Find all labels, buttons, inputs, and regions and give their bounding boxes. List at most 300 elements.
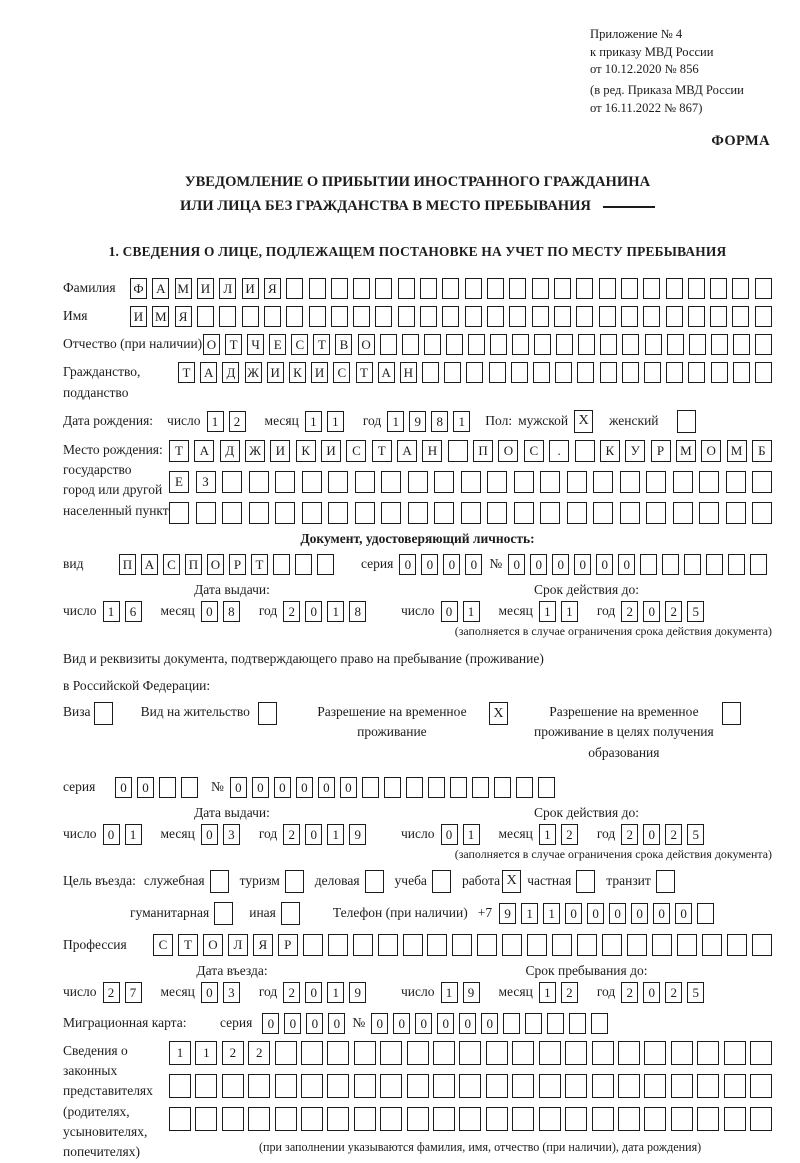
char-cell[interactable]: [490, 334, 507, 355]
char-cell[interactable]: Т: [178, 362, 195, 383]
char-cell[interactable]: [697, 1041, 719, 1065]
char-cell[interactable]: Е: [269, 334, 286, 355]
char-cell[interactable]: П: [185, 554, 202, 575]
char-cell[interactable]: [331, 278, 348, 299]
char-cell[interactable]: [197, 306, 214, 327]
char-cell[interactable]: [434, 502, 454, 524]
char-cell[interactable]: 0: [459, 1013, 476, 1034]
char-cell[interactable]: [398, 278, 415, 299]
char-cell[interactable]: [195, 1074, 217, 1098]
char-cell[interactable]: [248, 1074, 270, 1098]
purpose-other[interactable]: иная: [249, 902, 300, 925]
residence-permit-option[interactable]: Вид на жительство: [141, 702, 277, 725]
char-cell[interactable]: [750, 1074, 772, 1098]
char-cell[interactable]: [666, 306, 683, 327]
char-cell[interactable]: 0: [675, 903, 692, 924]
representatives-row2[interactable]: [169, 1074, 772, 1098]
char-cell[interactable]: М: [175, 278, 192, 299]
char-cell[interactable]: [666, 278, 683, 299]
char-cell[interactable]: [381, 471, 401, 493]
char-cell[interactable]: [565, 1107, 587, 1131]
char-cell[interactable]: [375, 306, 392, 327]
char-cell[interactable]: И: [267, 362, 284, 383]
char-cell[interactable]: [328, 934, 348, 956]
char-cell[interactable]: [444, 362, 461, 383]
char-cell[interactable]: [576, 870, 595, 893]
char-cell[interactable]: Т: [225, 334, 242, 355]
char-cell[interactable]: [378, 934, 398, 956]
char-cell[interactable]: [662, 554, 679, 575]
char-cell[interactable]: [599, 278, 616, 299]
stay-expiry-year[interactable]: [621, 824, 709, 845]
char-cell[interactable]: [677, 410, 696, 433]
char-cell[interactable]: 5: [687, 824, 704, 845]
char-cell[interactable]: [688, 362, 705, 383]
char-cell[interactable]: [540, 471, 560, 493]
char-cell[interactable]: 1: [327, 601, 344, 622]
char-cell[interactable]: К: [600, 440, 620, 462]
char-cell[interactable]: [711, 334, 728, 355]
char-cell[interactable]: 1: [521, 903, 538, 924]
char-cell[interactable]: X: [502, 870, 521, 893]
char-cell[interactable]: [750, 1041, 772, 1065]
char-cell[interactable]: [477, 934, 497, 956]
char-cell[interactable]: 8: [349, 601, 366, 622]
char-cell[interactable]: Д: [220, 440, 240, 462]
representatives-row1[interactable]: [169, 1041, 772, 1065]
char-cell[interactable]: 0: [631, 903, 648, 924]
char-cell[interactable]: К: [289, 362, 306, 383]
char-cell[interactable]: 0: [103, 824, 120, 845]
char-cell[interactable]: П: [119, 554, 136, 575]
char-cell[interactable]: У: [625, 440, 645, 462]
char-cell[interactable]: 2: [248, 1041, 270, 1065]
char-cell[interactable]: [487, 278, 504, 299]
char-cell[interactable]: 1: [453, 411, 470, 432]
char-cell[interactable]: [242, 306, 259, 327]
char-cell[interactable]: [622, 334, 639, 355]
char-cell[interactable]: А: [378, 362, 395, 383]
char-cell[interactable]: [486, 1041, 508, 1065]
char-cell[interactable]: Д: [222, 362, 239, 383]
char-cell[interactable]: [327, 1107, 349, 1131]
char-cell[interactable]: 0: [318, 777, 335, 798]
char-cell[interactable]: [697, 1074, 719, 1098]
char-cell[interactable]: 3: [223, 824, 240, 845]
char-cell[interactable]: 0: [305, 824, 322, 845]
char-cell[interactable]: [556, 334, 573, 355]
char-cell[interactable]: [408, 502, 428, 524]
birth-place-row3[interactable]: [169, 502, 772, 524]
char-cell[interactable]: А: [141, 554, 158, 575]
char-cell[interactable]: Н: [422, 440, 442, 462]
char-cell[interactable]: [169, 502, 189, 524]
representatives-row3[interactable]: [169, 1107, 772, 1131]
char-cell[interactable]: Т: [372, 440, 392, 462]
char-cell[interactable]: [432, 870, 451, 893]
purpose-business[interactable]: служебная: [144, 870, 229, 893]
char-cell[interactable]: 9: [409, 411, 426, 432]
char-cell[interactable]: [275, 471, 295, 493]
char-cell[interactable]: [593, 502, 613, 524]
char-cell[interactable]: [466, 362, 483, 383]
char-cell[interactable]: [195, 1107, 217, 1131]
char-cell[interactable]: [354, 1074, 376, 1098]
char-cell[interactable]: [512, 1041, 534, 1065]
char-cell[interactable]: [422, 362, 439, 383]
stay-issue-day[interactable]: [103, 824, 147, 845]
char-cell[interactable]: [532, 278, 549, 299]
citizenship-boxes[interactable]: [178, 362, 772, 383]
char-cell[interactable]: М: [727, 440, 747, 462]
char-cell[interactable]: М: [676, 440, 696, 462]
char-cell[interactable]: [428, 777, 445, 798]
char-cell[interactable]: [666, 362, 683, 383]
char-cell[interactable]: [554, 306, 571, 327]
char-cell[interactable]: [402, 334, 419, 355]
char-cell[interactable]: [726, 502, 746, 524]
char-cell[interactable]: [355, 502, 375, 524]
char-cell[interactable]: 1: [207, 411, 224, 432]
char-cell[interactable]: [448, 440, 468, 462]
char-cell[interactable]: Б: [752, 440, 772, 462]
char-cell[interactable]: [534, 334, 551, 355]
char-cell[interactable]: 0: [465, 554, 482, 575]
char-cell[interactable]: [486, 1074, 508, 1098]
char-cell[interactable]: [621, 306, 638, 327]
char-cell[interactable]: [688, 306, 705, 327]
char-cell[interactable]: И: [311, 362, 328, 383]
stay-expiry-month[interactable]: [539, 824, 583, 845]
doc-issue-month[interactable]: [201, 601, 245, 622]
char-cell[interactable]: [711, 362, 728, 383]
char-cell[interactable]: [706, 554, 723, 575]
char-cell[interactable]: [728, 554, 745, 575]
char-cell[interactable]: [472, 777, 489, 798]
char-cell[interactable]: [327, 1074, 349, 1098]
birth-place-row2[interactable]: [169, 471, 772, 493]
char-cell[interactable]: X: [574, 410, 593, 433]
char-cell[interactable]: В: [335, 334, 352, 355]
char-cell[interactable]: [697, 1107, 719, 1131]
char-cell[interactable]: 0: [252, 777, 269, 798]
char-cell[interactable]: [733, 362, 750, 383]
char-cell[interactable]: А: [194, 440, 214, 462]
surname-boxes[interactable]: [130, 278, 772, 299]
char-cell[interactable]: 0: [481, 1013, 498, 1034]
char-cell[interactable]: [353, 306, 370, 327]
char-cell[interactable]: 2: [283, 824, 300, 845]
char-cell[interactable]: [362, 777, 379, 798]
char-cell[interactable]: [301, 1041, 323, 1065]
char-cell[interactable]: [249, 502, 269, 524]
char-cell[interactable]: 0: [421, 554, 438, 575]
char-cell[interactable]: С: [153, 934, 173, 956]
char-cell[interactable]: [494, 777, 511, 798]
temp-residence-option[interactable]: Разрешение на временное проживание X: [303, 702, 508, 743]
char-cell[interactable]: [273, 554, 290, 575]
char-cell[interactable]: С: [346, 440, 366, 462]
char-cell[interactable]: 0: [305, 982, 322, 1003]
entry-year[interactable]: [283, 982, 371, 1003]
char-cell[interactable]: [671, 1041, 693, 1065]
char-cell[interactable]: И: [270, 440, 290, 462]
char-cell[interactable]: М: [152, 306, 169, 327]
char-cell[interactable]: [459, 1074, 481, 1098]
char-cell[interactable]: [461, 502, 481, 524]
char-cell[interactable]: З: [196, 471, 216, 493]
char-cell[interactable]: [285, 870, 304, 893]
char-cell[interactable]: [219, 306, 236, 327]
char-cell[interactable]: [442, 278, 459, 299]
char-cell[interactable]: [565, 1074, 587, 1098]
char-cell[interactable]: [643, 278, 660, 299]
char-cell[interactable]: 2: [283, 982, 300, 1003]
char-cell[interactable]: [258, 702, 277, 725]
char-cell[interactable]: [452, 934, 472, 956]
char-cell[interactable]: [722, 702, 741, 725]
char-cell[interactable]: [752, 471, 772, 493]
char-cell[interactable]: [509, 306, 526, 327]
char-cell[interactable]: [407, 1041, 429, 1065]
char-cell[interactable]: [214, 902, 233, 925]
char-cell[interactable]: 0: [415, 1013, 432, 1034]
char-cell[interactable]: [755, 306, 772, 327]
char-cell[interactable]: [433, 1041, 455, 1065]
char-cell[interactable]: А: [152, 278, 169, 299]
char-cell[interactable]: [512, 1107, 534, 1131]
char-cell[interactable]: Ж: [245, 440, 265, 462]
stay-until-year[interactable]: [621, 982, 709, 1003]
char-cell[interactable]: [618, 1107, 640, 1131]
char-cell[interactable]: [169, 1107, 191, 1131]
char-cell[interactable]: [301, 1074, 323, 1098]
char-cell[interactable]: Я: [264, 278, 281, 299]
char-cell[interactable]: [461, 471, 481, 493]
char-cell[interactable]: [727, 934, 747, 956]
char-cell[interactable]: [599, 306, 616, 327]
char-cell[interactable]: С: [524, 440, 544, 462]
char-cell[interactable]: .: [549, 440, 569, 462]
char-cell[interactable]: [540, 502, 560, 524]
char-cell[interactable]: [567, 471, 587, 493]
char-cell[interactable]: 2: [283, 601, 300, 622]
char-cell[interactable]: Л: [228, 934, 248, 956]
char-cell[interactable]: 2: [561, 982, 578, 1003]
entry-day[interactable]: [103, 982, 147, 1003]
char-cell[interactable]: Т: [169, 440, 189, 462]
char-cell[interactable]: И: [197, 278, 214, 299]
char-cell[interactable]: Р: [229, 554, 246, 575]
char-cell[interactable]: [671, 1107, 693, 1131]
char-cell[interactable]: [222, 1107, 244, 1131]
char-cell[interactable]: [527, 934, 547, 956]
purpose-tourism[interactable]: туризм: [240, 870, 304, 893]
char-cell[interactable]: [645, 334, 662, 355]
char-cell[interactable]: [699, 471, 719, 493]
char-cell[interactable]: [459, 1041, 481, 1065]
char-cell[interactable]: [514, 502, 534, 524]
char-cell[interactable]: Р: [651, 440, 671, 462]
purpose-private[interactable]: частная: [527, 870, 595, 893]
char-cell[interactable]: [380, 1107, 402, 1131]
char-cell[interactable]: [309, 306, 326, 327]
char-cell[interactable]: О: [498, 440, 518, 462]
char-cell[interactable]: 0: [201, 982, 218, 1003]
char-cell[interactable]: [724, 1107, 746, 1131]
char-cell[interactable]: [286, 278, 303, 299]
char-cell[interactable]: 3: [223, 982, 240, 1003]
char-cell[interactable]: 8: [431, 411, 448, 432]
char-cell[interactable]: [302, 471, 322, 493]
char-cell[interactable]: [697, 903, 714, 924]
char-cell[interactable]: [181, 777, 198, 798]
char-cell[interactable]: Л: [219, 278, 236, 299]
phone-boxes[interactable]: [499, 903, 719, 924]
char-cell[interactable]: 0: [437, 1013, 454, 1034]
char-cell[interactable]: [724, 1074, 746, 1098]
char-cell[interactable]: [403, 934, 423, 956]
residence-permit-checkbox[interactable]: [258, 702, 277, 725]
char-cell[interactable]: С: [291, 334, 308, 355]
char-cell[interactable]: И: [130, 306, 147, 327]
char-cell[interactable]: [459, 1107, 481, 1131]
char-cell[interactable]: 0: [618, 554, 635, 575]
char-cell[interactable]: [384, 777, 401, 798]
char-cell[interactable]: Я: [175, 306, 192, 327]
char-cell[interactable]: [303, 934, 323, 956]
char-cell[interactable]: [567, 502, 587, 524]
char-cell[interactable]: [671, 1074, 693, 1098]
char-cell[interactable]: Т: [313, 334, 330, 355]
char-cell[interactable]: О: [207, 554, 224, 575]
char-cell[interactable]: [750, 554, 767, 575]
char-cell[interactable]: И: [321, 440, 341, 462]
char-cell[interactable]: [196, 502, 216, 524]
char-cell[interactable]: 0: [565, 903, 582, 924]
char-cell[interactable]: 0: [609, 903, 626, 924]
stay-issue-year[interactable]: [283, 824, 371, 845]
char-cell[interactable]: 0: [201, 601, 218, 622]
char-cell[interactable]: 5: [687, 982, 704, 1003]
char-cell[interactable]: [327, 1041, 349, 1065]
char-cell[interactable]: [710, 278, 727, 299]
char-cell[interactable]: [620, 502, 640, 524]
char-cell[interactable]: [380, 1074, 402, 1098]
char-cell[interactable]: [677, 934, 697, 956]
char-cell[interactable]: [275, 1041, 297, 1065]
char-cell[interactable]: [355, 471, 375, 493]
char-cell[interactable]: [424, 334, 441, 355]
doc-expiry-day[interactable]: [441, 601, 485, 622]
char-cell[interactable]: [578, 334, 595, 355]
char-cell[interactable]: 0: [443, 554, 460, 575]
char-cell[interactable]: [406, 777, 423, 798]
char-cell[interactable]: [656, 870, 675, 893]
char-cell[interactable]: [420, 278, 437, 299]
char-cell[interactable]: 0: [393, 1013, 410, 1034]
char-cell[interactable]: [442, 306, 459, 327]
char-cell[interactable]: 9: [499, 903, 516, 924]
char-cell[interactable]: [264, 306, 281, 327]
char-cell[interactable]: [592, 1074, 614, 1098]
char-cell[interactable]: [275, 502, 295, 524]
temp-residence-checkbox[interactable]: [489, 702, 508, 725]
char-cell[interactable]: [365, 870, 384, 893]
char-cell[interactable]: [644, 1041, 666, 1065]
char-cell[interactable]: [249, 471, 269, 493]
char-cell[interactable]: [755, 278, 772, 299]
char-cell[interactable]: [489, 362, 506, 383]
char-cell[interactable]: [547, 1013, 564, 1034]
char-cell[interactable]: [652, 934, 672, 956]
char-cell[interactable]: [732, 306, 749, 327]
char-cell[interactable]: [602, 934, 622, 956]
char-cell[interactable]: [354, 1107, 376, 1131]
char-cell[interactable]: О: [203, 934, 223, 956]
birth-year-boxes[interactable]: [387, 411, 475, 432]
char-cell[interactable]: 0: [441, 601, 458, 622]
char-cell[interactable]: [724, 1041, 746, 1065]
char-cell[interactable]: [576, 306, 593, 327]
char-cell[interactable]: [618, 1041, 640, 1065]
char-cell[interactable]: [509, 278, 526, 299]
char-cell[interactable]: 1: [327, 982, 344, 1003]
char-cell[interactable]: [577, 362, 594, 383]
char-cell[interactable]: 0: [328, 1013, 345, 1034]
char-cell[interactable]: [514, 471, 534, 493]
char-cell[interactable]: [222, 471, 242, 493]
char-cell[interactable]: [465, 278, 482, 299]
patronymic-boxes[interactable]: [203, 334, 772, 355]
doc-series-boxes[interactable]: [399, 554, 487, 575]
birth-day-boxes[interactable]: [207, 411, 251, 432]
char-cell[interactable]: [726, 471, 746, 493]
char-cell[interactable]: [275, 1074, 297, 1098]
char-cell[interactable]: [646, 502, 666, 524]
entry-month[interactable]: [201, 982, 245, 1003]
char-cell[interactable]: 0: [653, 903, 670, 924]
char-cell[interactable]: [621, 278, 638, 299]
char-cell[interactable]: [169, 1074, 191, 1098]
char-cell[interactable]: 0: [371, 1013, 388, 1034]
char-cell[interactable]: И: [242, 278, 259, 299]
char-cell[interactable]: [309, 278, 326, 299]
char-cell[interactable]: [702, 934, 722, 956]
char-cell[interactable]: [539, 1041, 561, 1065]
char-cell[interactable]: 0: [306, 1013, 323, 1034]
char-cell[interactable]: 1: [169, 1041, 191, 1065]
char-cell[interactable]: Е: [169, 471, 189, 493]
char-cell[interactable]: [275, 1107, 297, 1131]
char-cell[interactable]: 0: [530, 554, 547, 575]
char-cell[interactable]: 9: [463, 982, 480, 1003]
gender-male-checkbox[interactable]: [574, 410, 593, 433]
char-cell[interactable]: [328, 471, 348, 493]
doc-issue-year[interactable]: [283, 601, 371, 622]
char-cell[interactable]: [353, 278, 370, 299]
char-cell[interactable]: С: [163, 554, 180, 575]
char-cell[interactable]: [552, 934, 572, 956]
char-cell[interactable]: [538, 777, 555, 798]
char-cell[interactable]: 1: [327, 411, 344, 432]
char-cell[interactable]: [281, 902, 300, 925]
char-cell[interactable]: [592, 1107, 614, 1131]
char-cell[interactable]: [618, 1074, 640, 1098]
doc-expiry-year[interactable]: [621, 601, 709, 622]
char-cell[interactable]: [512, 1074, 534, 1098]
char-cell[interactable]: 0: [340, 777, 357, 798]
